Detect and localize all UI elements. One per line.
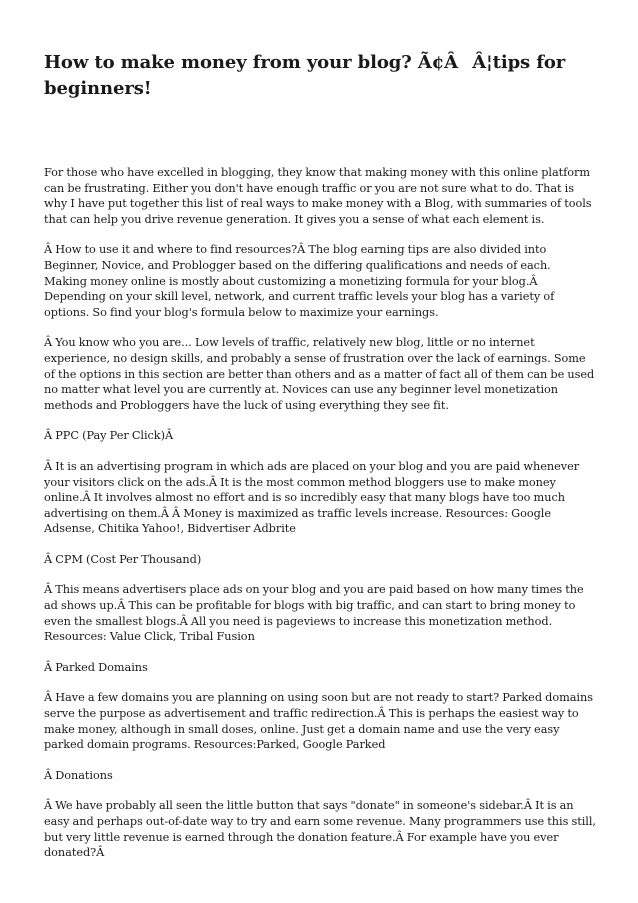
paragraph-ppc: Â It is an advertising program in which ads are placed on your blog and you are paid whenever your visitors click on the ads.Â It is the most common method bloggers use to make money online.Â It involves almost no effort and is so incredibly easy that many blogs have too much advertising on them.Â Â Money is maximized as traffic levels increase. Resources: Google Adsense, Chitika Yahoo!, Bidvertiser Adbrite xyxy=(44,459,580,536)
paragraph-beginner: Â You know who you are... Low levels of traffic, relatively new blog, little or no internet experience, no design skills, and probably a sense of frustration over the lack of earnings. Some of the options in this section are better than others and as a matter of fact all of them can be used no matter what level you are currently at. Novices can use any beginner level monetization methods and Probloggers have the luck of using everything they see fit. xyxy=(44,336,595,412)
heading-donations: Â Donations xyxy=(44,768,113,782)
heading-cpm: Â CPM (Cost Per Thousand) xyxy=(44,552,202,566)
paragraph-intro: For those who have excelled in blogging, they know that making money with this online platform can be frustrating. Either you don't have enough traffic or you are not sure what to do. That is why I have put together this list of real ways to make money with a Blog, with summaries of tools that can help you drive revenue generation. It gives you a sense of what each element is. xyxy=(44,166,592,226)
heading-parked-domains: Â Parked Domains xyxy=(44,660,148,674)
paragraph-parked-domains: Â Have a few domains you are planning on using soon but are not ready to start? Parked domains serve the purpose as advertisement and traffic redirection.Â This is perhaps the easiest way to make money, although in small doses, online. Just get a domain name and use the very easy parked domain programs. Resources:Parked, Google Parked xyxy=(44,691,593,752)
heading-ppc: Â PPC (Pay Per Click)Â xyxy=(44,429,174,443)
paragraph-cpm: Â This means advertisers place ads on your blog and you are paid based on how many times the ad shows up.Â This can be profitable for blogs with big traffic, and can start to bring money to even the smallest blogs.Â All you need is pageviews to increase this monetization method. Resources: Value Click, Tribal Fusion xyxy=(44,583,584,644)
document-title: How to make money from your blog? Ã¢ÂÂ¦tips for beginners! xyxy=(44,52,566,99)
document-body xyxy=(44,165,596,861)
paragraph-donations: Â We have probably all seen the little button that says "donate" in someone's sidebar.Â It is an easy and perhaps out-of-date way to try and earn some revenue. Many programmers use this still, but very little revenue is earned through the donation feature.Â For example have you ever donated?Â xyxy=(44,799,596,860)
paragraph-how-to-use: Â How to use it and where to find resources?Â The blog earning tips are also divided into Beginner, Novice, and Problogger based on the differing qualifications and needs of each. Making money online is mostly about customizing a monetizing formula for your blog.Â Depending on your skill level, network, and current traffic levels your blog has a variety of options. So find your blog's formula below to maximize your earnings. xyxy=(44,243,555,319)
